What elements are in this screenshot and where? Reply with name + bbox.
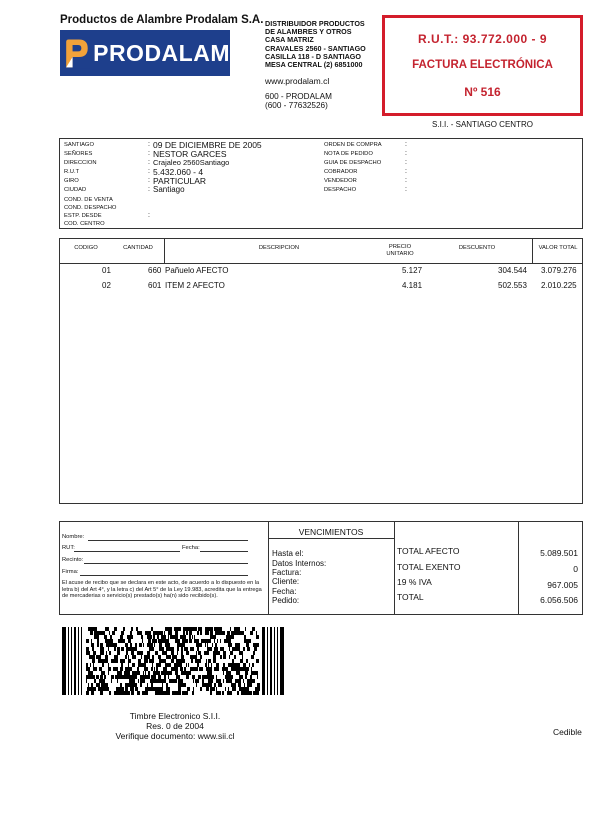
client-label: COD. CENTRO xyxy=(64,221,105,227)
column-header: DESCRIPCION xyxy=(258,245,300,251)
total-label: 19 % IVA xyxy=(397,577,432,587)
vencimiento-line: Pedido: xyxy=(272,596,300,605)
order-label: DESPACHO xyxy=(324,187,357,193)
phone-line: 600 - PRODALAM xyxy=(265,92,332,101)
distributor-line: CASA MATRIZ xyxy=(265,35,314,45)
invoice-rut: R.U.T.: 93.772.000 - 9 xyxy=(417,32,548,46)
invoice-number: Nº 516 xyxy=(464,85,501,99)
vencimiento-line: Fecha: xyxy=(272,587,297,596)
receipt-legal-text: El acuse de recibo que se declara en este acto, de acuerdo a lo dispuesto en la letra b) del Art 4°, y la letra c) del Art 5° de la Ley 19.983, acredita que la entrega de mercaderias o servicio(s) prestado(s) ha(n) sido recibido(s). xyxy=(62,580,262,600)
timbre-line: Timbre Electronico S.I.I. xyxy=(129,711,221,721)
invoice-type: FACTURA ELECTRÓNICA xyxy=(412,59,553,71)
item-code: 01 xyxy=(102,266,111,275)
item-discount: 304.544 xyxy=(498,266,527,275)
invoice-id-box xyxy=(382,15,583,116)
total-label: TOTAL EXENTO xyxy=(397,562,461,572)
vencimiento-line: Datos Internos: xyxy=(272,559,327,568)
distributor-line: DISTRIBUIDOR PRODUCTOS xyxy=(265,19,365,28)
prodalam-logo-icon xyxy=(63,33,90,73)
receipt-section xyxy=(60,522,269,614)
vencimiento-line: Factura: xyxy=(272,568,302,577)
column-header: DESCUENTO xyxy=(458,245,496,251)
client-rut: 5.432.060 - 4 xyxy=(153,167,204,177)
client-label: DIRECCION xyxy=(64,160,97,166)
client-giro: PARTICULAR xyxy=(153,176,207,186)
order-label: GUIA DE DESPACHO xyxy=(324,160,382,166)
distributor-line: CRAVALES 2560 - SANTIAGO xyxy=(265,43,366,53)
pdf417-barcode xyxy=(62,627,284,695)
timbre-line: Verifique documento: www.sii.cl xyxy=(115,731,235,741)
phone-info xyxy=(265,92,332,110)
client-label: SEÑORES xyxy=(64,151,93,157)
item-description: Pañuelo AFECTO xyxy=(165,266,229,275)
items-table xyxy=(59,238,583,504)
item-price: 5.127 xyxy=(402,266,423,275)
distributor-line: DE ALAMBRES Y OTROS xyxy=(265,27,352,37)
total-value: 6.056.506 xyxy=(540,595,578,605)
item-total: 3.079.276 xyxy=(541,266,577,275)
column-header: CANTIDAD xyxy=(123,245,153,251)
client-name: NESTOR GARCES xyxy=(153,149,227,159)
order-label: NOTA DE PEDIDO xyxy=(324,151,373,157)
receipt-rut-label: RUT: xyxy=(62,545,75,551)
footer-box xyxy=(59,521,583,615)
receipt-sign-label: Firma: xyxy=(62,569,79,575)
distributor-info xyxy=(265,20,385,69)
company-logo xyxy=(60,30,230,76)
invoice-date: 09 DE DICIEMBRE DE 2005 xyxy=(153,140,262,150)
order-label: COBRADOR xyxy=(324,169,358,175)
receipt-site-label: Recinto: xyxy=(62,557,84,563)
column-header: PRECIO UNITARIO xyxy=(386,244,414,257)
header-divider xyxy=(60,263,582,264)
barcode-icon xyxy=(62,627,284,695)
total-label: TOTAL AFECTO xyxy=(397,546,460,556)
item-code: 02 xyxy=(102,281,111,290)
logo-text: PRODALAM xyxy=(93,39,230,66)
company-name: Productos de Alambre Prodalam S.A. xyxy=(60,14,264,26)
vencimientos-section xyxy=(268,522,395,614)
order-label: ORDEN DE COMPRA xyxy=(324,142,382,148)
item-description: ITEM 2 AFECTO xyxy=(165,281,225,290)
column-header: VALOR TOTAL xyxy=(538,245,578,251)
client-label: R.U.T xyxy=(64,169,80,175)
client-label: COND. DE VENTA xyxy=(64,197,113,203)
vencimientos-title: VENCIMIENTOS xyxy=(298,527,364,537)
client-label: ESTP. DESDE xyxy=(64,213,102,219)
total-value: 967.005 xyxy=(547,580,578,590)
receipt-name-label: Nombre: xyxy=(62,534,85,540)
client-label: SANTIAGO xyxy=(64,142,94,148)
sii-office: S.I.I. - SANTIAGO CENTRO xyxy=(432,120,533,129)
item-qty: 660 xyxy=(148,266,162,275)
client-label: CIUDAD xyxy=(64,187,87,193)
client-label: GIRO xyxy=(64,178,79,184)
website: www.prodalam.cl xyxy=(265,76,330,86)
client-address: Crajaleo 2560Santiago xyxy=(153,158,230,167)
item-price: 4.181 xyxy=(402,281,423,290)
order-label: VENDEDOR xyxy=(324,178,357,184)
total-label: TOTAL xyxy=(397,592,424,602)
item-qty: 601 xyxy=(148,281,162,290)
client-label: COND. DESPACHO xyxy=(64,205,117,211)
totals-section xyxy=(394,522,582,614)
timbre-line: Res. 0 de 2004 xyxy=(146,721,204,731)
distributor-line: CASILLA 118 - D SANTIAGO xyxy=(265,51,361,61)
total-value: 0 xyxy=(573,564,578,574)
item-total: 2.010.225 xyxy=(541,281,577,290)
vencimiento-line: Cliente: xyxy=(272,577,300,586)
total-value: 5.089.501 xyxy=(540,548,578,558)
vencimiento-line: Hasta el: xyxy=(272,549,304,558)
timbre-info xyxy=(85,711,265,741)
distributor-line: MESA CENTRAL (2) 6851000 xyxy=(265,60,363,70)
phone-line: (600 - 77632526) xyxy=(265,101,328,110)
receipt-date-label: Fecha: xyxy=(182,545,200,551)
cedible-label: Cedible xyxy=(553,727,582,737)
column-header: CODIGO xyxy=(74,245,98,251)
item-discount: 502.553 xyxy=(498,281,527,290)
client-city: Santiago xyxy=(153,185,185,194)
client-info-box: SANTIAGO SEÑORES DIRECCION R.U.T GIRO CIUDAD COND. DE VENTA COND. DESPACHO ESTP. DESDE COD. CENTRO : : : : : : : 09 DE DICIEMBRE DE 2005 NESTOR GARCES Crajaleo 2560Santiago 5.432.060 - 4 PARTICULAR Santiago ORDEN DE COMPRA NOTA DE PEDIDO GUIA DE DESPACHO COBRADOR VENDEDOR DESPACHO : : : : : : xyxy=(59,138,583,229)
